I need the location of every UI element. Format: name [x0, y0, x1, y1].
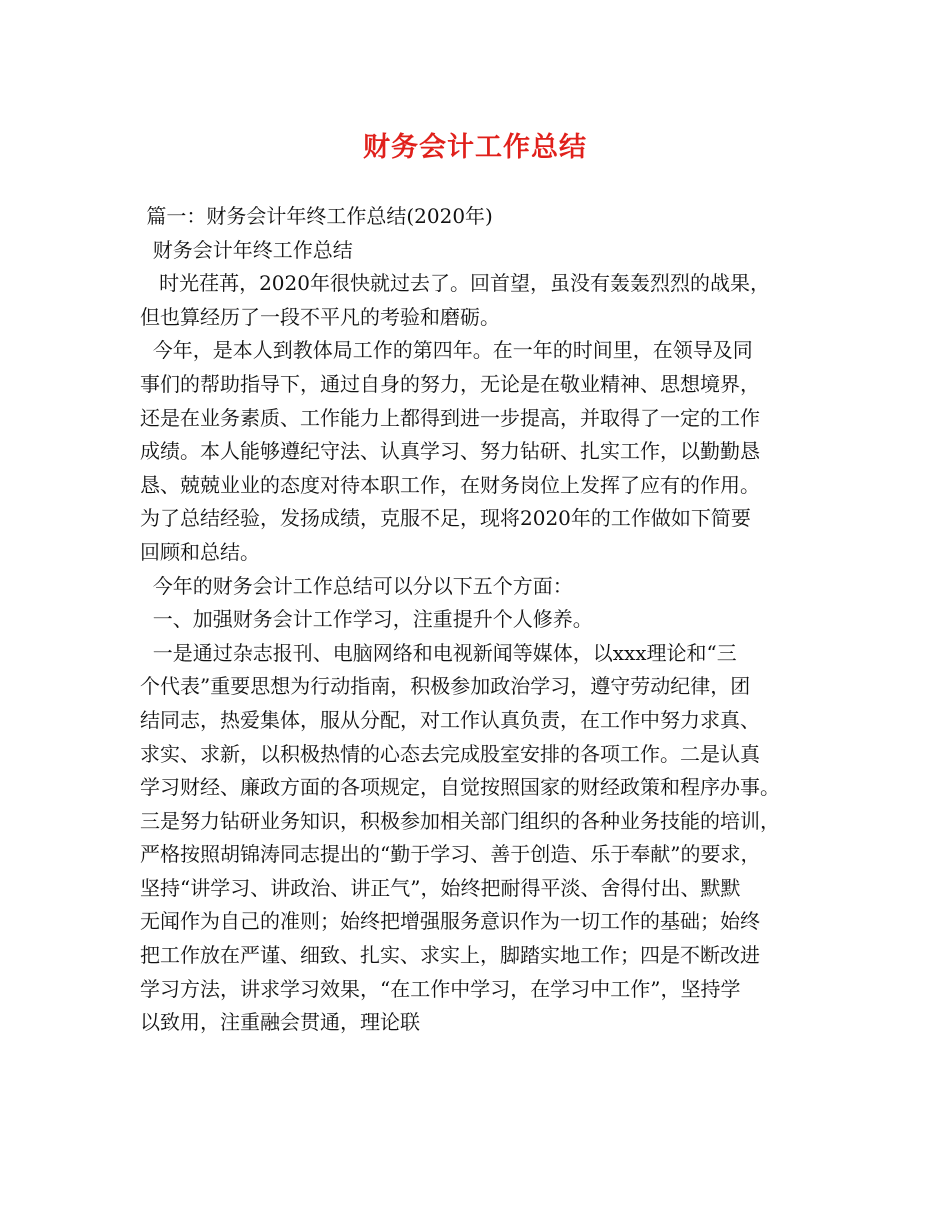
text-line: 无闻作为自己的准则；始终把增强服务意识作为一切工作的基础；始终	[140, 909, 760, 934]
text-line: 今年，是本人到教体局工作的第四年。在一年的时间里，在领导及同	[140, 338, 753, 363]
text-line: 个代表”重要思想为行动指南，积极参加政治学习，遵守劳动纪律，团	[140, 674, 751, 699]
document-title: 财务会计工作总结	[363, 132, 587, 163]
text-line: 求实、求新，以积极热情的心态去完成股室安排的各项工作。二是认真	[140, 741, 760, 766]
text-line: 结同志，热爱集体，服从分配，对工作认真负责，在工作中努力求真、	[140, 707, 760, 732]
text-line: 回顾和总结。	[140, 539, 260, 564]
text-line: 时光荏苒，2020年很快就过去了。回首望，虽没有轰轰烈烈的战果，	[140, 271, 770, 296]
text-line: 把工作放在严谨、细致、扎实、求实上，脚踏实地工作；四是不断改进	[140, 943, 760, 968]
text-line: 为了总结经验，发扬成绩，克服不足，现将2020年的工作做如下简要	[140, 506, 751, 531]
text-line: 事们的帮助指导下，通过自身的努力，无论是在敬业精神、思想境界，	[140, 371, 760, 396]
text-line: 恳、兢兢业业的态度对待本职工作，在财务岗位上发挥了应有的作用。	[140, 472, 760, 497]
text-line: 学习方法，讲求学习效果，“在工作中学习，在学习中工作”，坚持学	[140, 976, 741, 1001]
text-line: 严格按照胡锦涛同志提出的“勤于学习、善于创造、乐于奉献”的要求，	[140, 842, 761, 867]
text-line: 财务会计年终工作总结	[140, 237, 353, 262]
text-line: 但也算经历了一段不平凡的考验和磨砺。	[140, 304, 500, 329]
text-line: 以致用，注重融会贯通，理论联	[140, 1010, 420, 1035]
text-line: 成绩。本人能够遵纪守法、认真学习、努力钻研、扎实工作，以勤勤恳	[140, 439, 760, 464]
text-line: 还是在业务素质、工作能力上都得到进一步提高，并取得了一定的工作	[140, 405, 760, 430]
text-line: 篇一：财务会计年终工作总结(2020年)	[140, 204, 493, 228]
text-line: 坚持“讲学习、讲政治、讲正气”，始终把耐得平淡、舍得付出、默默	[140, 875, 741, 900]
text-line: 一、加强财务会计工作学习，注重提升个人修养。	[140, 607, 593, 632]
text-line: 一是通过杂志报刊、电脑网络和电视新闻等媒体，以xxx理论和“三	[140, 640, 737, 665]
text-line: 学习财经、廉政方面的各项规定，自觉按照国家的财经政策和程序办事。	[140, 775, 780, 800]
text-line: 三是努力钻研业务知识，积极参加相关部门组织的各种业务技能的培训，	[140, 808, 780, 833]
text-line: 今年的财务会计工作总结可以分以下五个方面：	[140, 573, 573, 598]
document-body	[140, 200, 830, 1040]
